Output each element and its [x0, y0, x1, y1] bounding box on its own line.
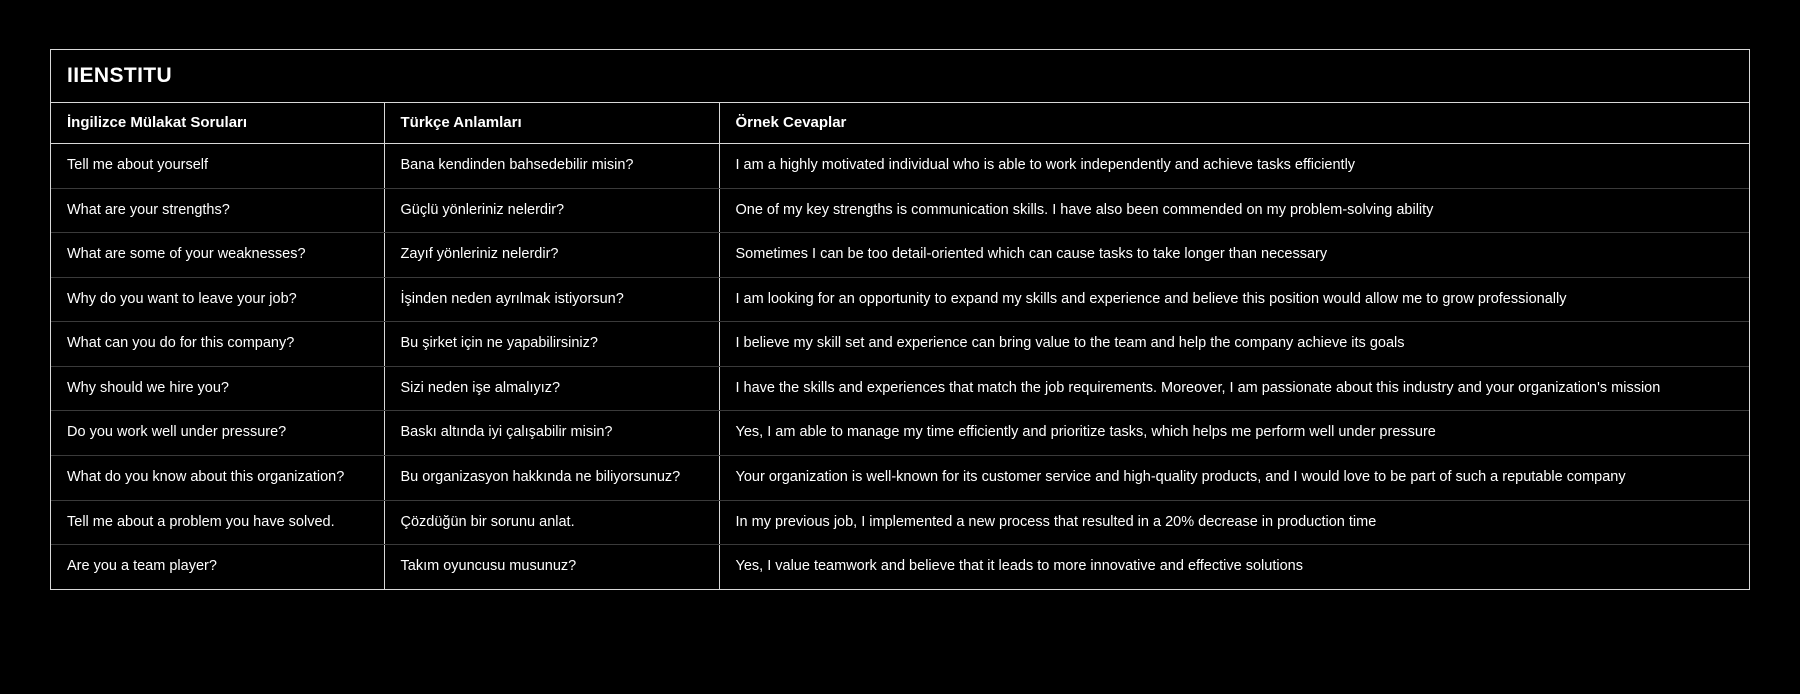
- cell-question-en: Why should we hire you?: [51, 366, 384, 411]
- table-row: [51, 233, 1749, 278]
- table-row: [51, 144, 1749, 189]
- interview-questions-card: [50, 49, 1750, 590]
- cell-question-en: Do you work well under pressure?: [51, 411, 384, 456]
- table-head: [51, 103, 1749, 144]
- cell-answer: One of my key strengths is communication skills. I have also been commended on my problem-solving ability: [719, 188, 1749, 233]
- cell-question-en: What do you know about this organization?: [51, 455, 384, 500]
- table-row: [51, 322, 1749, 367]
- column-header-question-en: İngilizce Mülakat Soruları: [51, 103, 384, 144]
- cell-question-en: Tell me about a problem you have solved.: [51, 500, 384, 545]
- cell-question-tr: Çözdüğün bir sorunu anlat.: [384, 500, 719, 545]
- cell-question-en: What can you do for this company?: [51, 322, 384, 367]
- table-row: [51, 411, 1749, 456]
- table-row: [51, 455, 1749, 500]
- cell-answer: I am a highly motivated individual who is able to work independently and achieve tasks efficiently: [719, 144, 1749, 189]
- interview-questions-table: [51, 103, 1749, 589]
- brand-title: IIENSTITU: [67, 64, 173, 87]
- table-header-row: [51, 103, 1749, 144]
- table-row: [51, 500, 1749, 545]
- column-header-question-tr: Türkçe Anlamları: [384, 103, 719, 144]
- cell-question-tr: Sizi neden işe almalıyız?: [384, 366, 719, 411]
- cell-question-tr: Bana kendinden bahsedebilir misin?: [384, 144, 719, 189]
- cell-answer: Yes, I value teamwork and believe that it leads to more innovative and effective solutions: [719, 545, 1749, 589]
- cell-answer: I believe my skill set and experience can bring value to the team and help the company achieve its goals: [719, 322, 1749, 367]
- cell-question-tr: Bu organizasyon hakkında ne biliyorsunuz?: [384, 455, 719, 500]
- cell-question-tr: Güçlü yönleriniz nelerdir?: [384, 188, 719, 233]
- brand-header: [51, 50, 1749, 103]
- cell-question-tr: Zayıf yönleriniz nelerdir?: [384, 233, 719, 278]
- table-row: [51, 277, 1749, 322]
- column-header-answer: Örnek Cevaplar: [719, 103, 1749, 144]
- cell-question-tr: Baskı altında iyi çalışabilir misin?: [384, 411, 719, 456]
- cell-question-en: Are you a team player?: [51, 545, 384, 589]
- table-row: [51, 366, 1749, 411]
- cell-question-en: What are your strengths?: [51, 188, 384, 233]
- table-row: [51, 188, 1749, 233]
- cell-answer: I am looking for an opportunity to expand my skills and experience and believe this position would allow me to grow professionally: [719, 277, 1749, 322]
- cell-question-tr: İşinden neden ayrılmak istiyorsun?: [384, 277, 719, 322]
- cell-question-en: Why do you want to leave your job?: [51, 277, 384, 322]
- cell-answer: I have the skills and experiences that match the job requirements. Moreover, I am passionate about this industry and your organization's mission: [719, 366, 1749, 411]
- cell-answer: In my previous job, I implemented a new process that resulted in a 20% decrease in production time: [719, 500, 1749, 545]
- table-body: [51, 144, 1749, 589]
- cell-answer: Sometimes I can be too detail-oriented which can cause tasks to take longer than necessary: [719, 233, 1749, 278]
- cell-question-tr: Bu şirket için ne yapabilirsiniz?: [384, 322, 719, 367]
- cell-answer: Your organization is well-known for its customer service and high-quality products, and I would love to be part of such a reputable company: [719, 455, 1749, 500]
- cell-question-tr: Takım oyuncusu musunuz?: [384, 545, 719, 589]
- cell-answer: Yes, I am able to manage my time efficiently and prioritize tasks, which helps me perform well under pressure: [719, 411, 1749, 456]
- cell-question-en: What are some of your weaknesses?: [51, 233, 384, 278]
- cell-question-en: Tell me about yourself: [51, 144, 384, 189]
- table-row: [51, 545, 1749, 589]
